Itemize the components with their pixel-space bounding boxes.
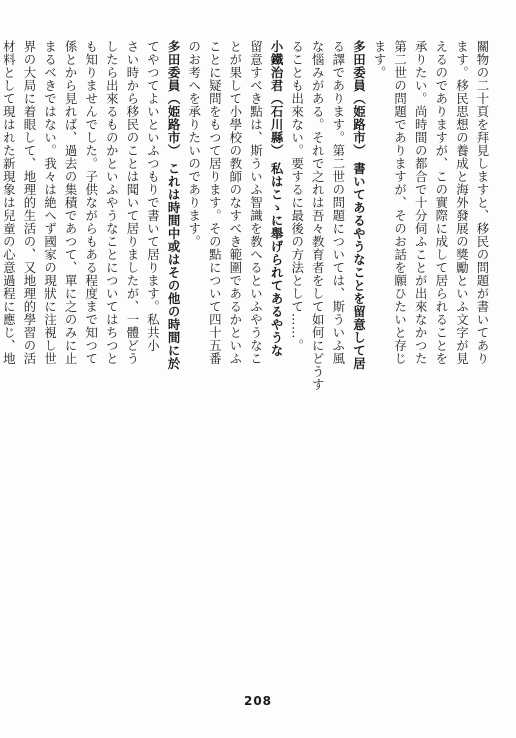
text-line: えるのでありますが、この實際に成して居られることを bbox=[433, 40, 449, 365]
text-line: したら出來るものかといふやうなことについてはちつと bbox=[104, 40, 120, 365]
text-line: 關物の二十頁を拜見しますと、移民の問題が書いてあり bbox=[475, 40, 490, 365]
text-line: てやつてよいといふつもりで書いて居ります。私共小 bbox=[145, 40, 161, 352]
text-line: ます。移民思想の養成と海外發展の獎勵といふ文字が見 bbox=[454, 40, 470, 365]
text-line: 界の大局に着眼して、地理的生活の、又地理的學習の活 bbox=[21, 40, 37, 365]
text-line: ます。 bbox=[372, 40, 388, 79]
text-line: まるべきではない。我々は絶へず國家の現狀に注視し世 bbox=[42, 40, 58, 365]
speaker-line: 多田委員（姫路市） これは時間中或はその他の時間に於 bbox=[166, 40, 182, 370]
text-line: とが果して小學校の教師のなすべき範圍であるかといふ bbox=[227, 40, 243, 365]
speaker-line: 多田委員（姫路市） 書いてあるやうなことを留意して居 bbox=[351, 40, 367, 370]
text-line: 留意すべき點は、斯ういふ智識を教へるといふやうなこ bbox=[248, 40, 264, 365]
text-line: のお考へを承りたいのであります。 bbox=[186, 40, 202, 248]
speaker-line: 小鐵治君（石川縣） 私はこゝに舉げられてあるやうな bbox=[269, 40, 285, 357]
text-line: 承りたい。尚時間の都合で十分伺ふことが出來なかつた bbox=[413, 40, 429, 365]
text-line: る譯であります。第二世の問題については、斯ういふ風 bbox=[330, 40, 346, 365]
text-line: 係とから見れば、過去の集積であつて、單に之のみに止 bbox=[63, 40, 79, 365]
text-line: ことに疑問をもつて居ります。その點について四十五番 bbox=[207, 40, 223, 365]
text-line: さい時から移民のことは聞いて居りましたが、一體どう bbox=[124, 40, 140, 365]
text-line: ることも出來ない。要するに最後の方法として……。 bbox=[289, 40, 305, 352]
vertical-text-body bbox=[1, 40, 492, 680]
text-line: も知りませんでした。子供ながらもある程度まで知つて bbox=[83, 40, 99, 365]
text-line: 材料として現はれた新現象は兒童の心意過程に應じ、地 bbox=[1, 40, 17, 365]
page-number: 208 bbox=[243, 694, 273, 708]
text-line: 第二世の問題でありますが、そのお話を願ひたいと存じ bbox=[392, 40, 408, 365]
text-line: な惱みがある。それで之れは吾々教育者をして如何にどうす bbox=[310, 40, 326, 391]
